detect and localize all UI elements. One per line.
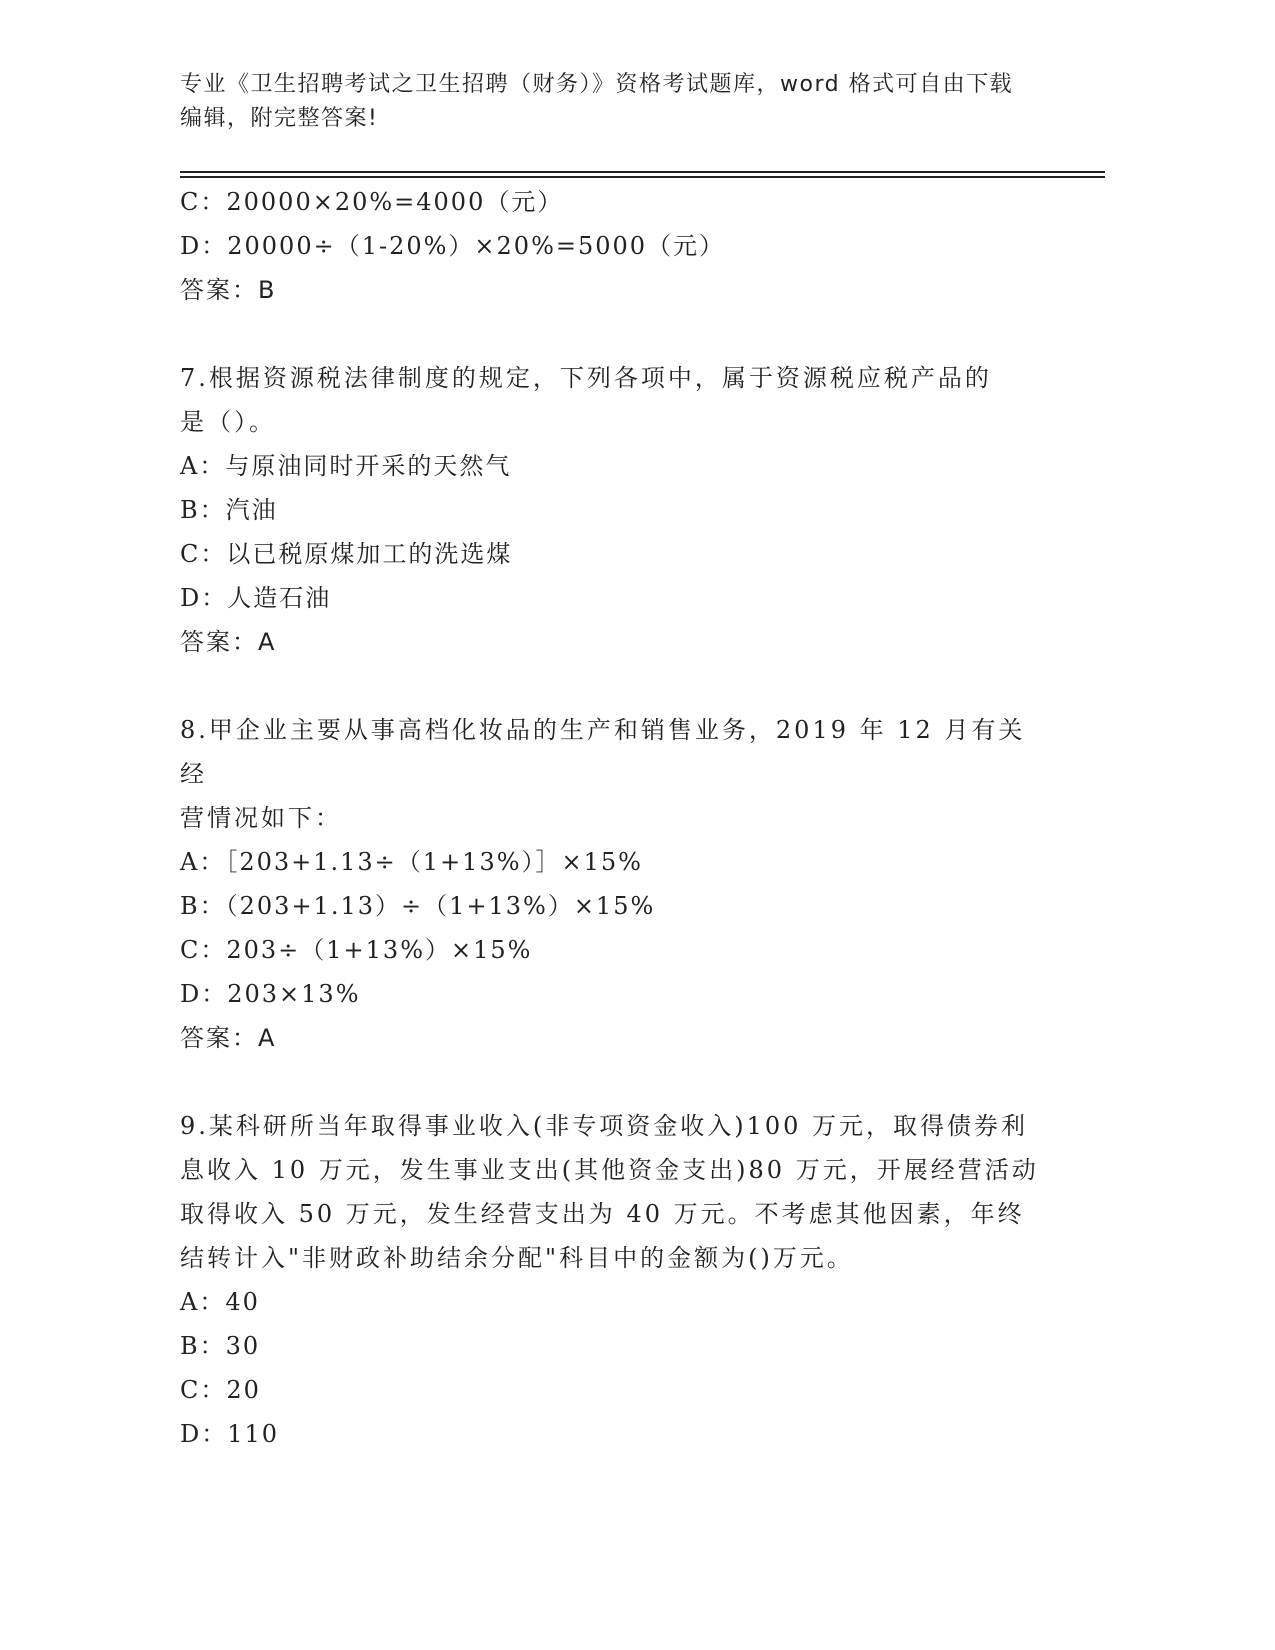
q6-option-d: D：20000÷（1-20%）×20%=5000（元） <box>180 232 726 260</box>
q9-stem-line-2: 息收入 10 万元，发生事业支出(其他资金支出)80 万元，开展经营活动 <box>180 1156 1039 1184</box>
q9-stem-line-3: 取得收入 50 万元，发生经营支出为 40 万元。不考虑其他因素，年终 <box>180 1200 1025 1228</box>
q7-stem-line-1: 7.根据资源税法律制度的规定，下列各项中，属于资源税应税产品的 <box>180 364 992 392</box>
q8-stem-line-1: 8.甲企业主要从事高档化妆品的生产和销售业务，2019 年 12 月有关经 <box>180 716 1026 788</box>
q8-option-c: C：203÷（1+13%）×15% <box>180 936 533 964</box>
q9-option-c: C：20 <box>180 1376 261 1404</box>
spacer <box>180 312 1050 356</box>
header-line-1: 专业《卫生招聘考试之卫生招聘（财务）》资格考试题库，word 格式可自由下载 <box>180 72 1014 97</box>
q8-stem-line-2: 营情况如下： <box>180 804 342 832</box>
q8-option-a: A：［203+1.13÷（1+13%）］×15% <box>180 848 643 876</box>
q9-option-a: A：40 <box>180 1288 260 1316</box>
question-6 <box>180 180 1050 312</box>
q9-stem-line-4: 结转计入"非财政补助结余分配"科目中的金额为()万元。 <box>180 1244 854 1272</box>
question-9 <box>180 1104 1050 1456</box>
q9-option-d: D：110 <box>180 1420 280 1448</box>
q8-answer: 答案：A <box>180 1024 277 1052</box>
q7-answer: 答案：A <box>180 628 277 656</box>
q7-option-d: D：人造石油 <box>180 584 332 612</box>
q7-option-c: C：以已税原煤加工的洗选煤 <box>180 540 513 568</box>
header-line-2: 编辑，附完整答案! <box>180 106 379 131</box>
document-header <box>180 68 1060 136</box>
header-divider-top <box>180 171 1105 173</box>
q7-stem-line-2: 是（）。 <box>180 408 276 436</box>
q7-option-b: B：汽油 <box>180 496 278 524</box>
question-7 <box>180 356 1050 664</box>
q6-answer: 答案：B <box>180 276 277 304</box>
q8-option-d: D：203×13% <box>180 980 361 1008</box>
question-8 <box>180 708 1050 1060</box>
header-divider-bottom <box>180 176 1105 178</box>
spacer <box>180 1060 1050 1104</box>
q9-option-b: B：30 <box>180 1332 261 1360</box>
question-list <box>180 180 1050 1456</box>
q9-stem-line-1: 9.某科研所当年取得事业收入(非专项资金收入)100 万元，取得债券利 <box>180 1112 1029 1140</box>
q7-option-a: A：与原油同时开采的天然气 <box>180 452 512 480</box>
q6-option-c: C：20000×20%=4000（元） <box>180 188 564 216</box>
spacer <box>180 664 1050 708</box>
q8-option-b: B：（203+1.13）÷（1+13%）×15% <box>180 892 656 920</box>
